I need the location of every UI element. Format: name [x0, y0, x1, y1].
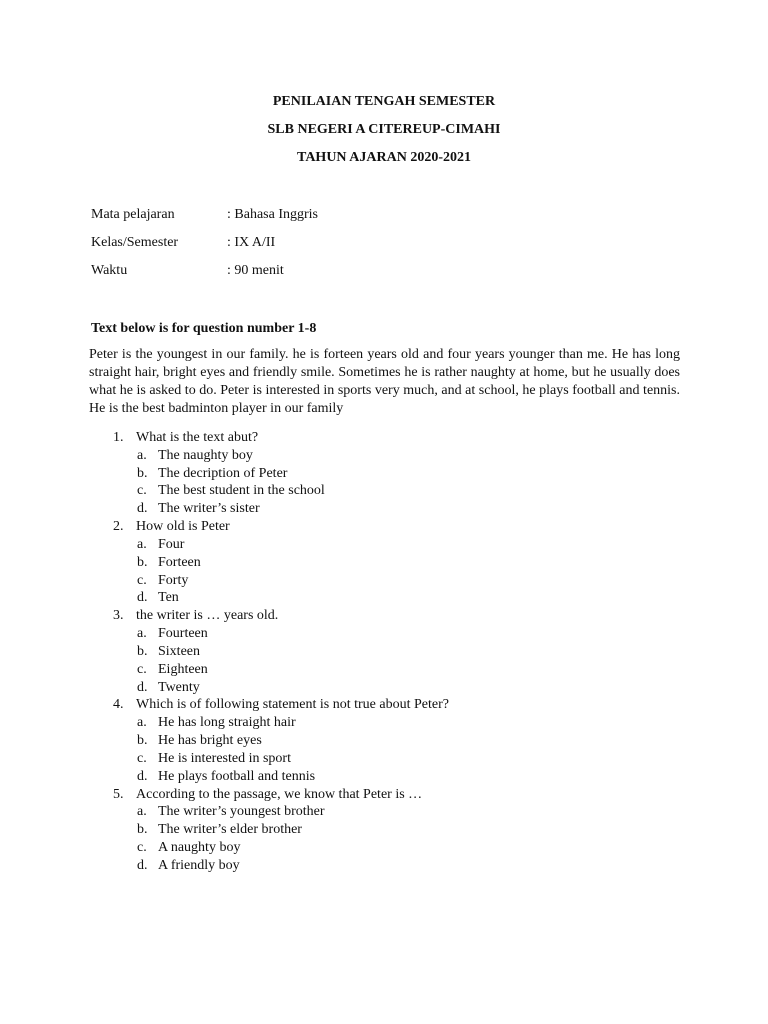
question-list: [0, 429, 768, 875]
option-letter: c.: [137, 483, 147, 499]
meta-value-time: : 90 menit: [227, 263, 284, 278]
option-letter: b.: [137, 554, 148, 570]
answer-option: [0, 447, 768, 465]
meta-label-class: Kelas/Semester: [91, 235, 179, 250]
option-text: The writer’s elder brother: [158, 822, 302, 838]
option-letter: d.: [137, 590, 148, 606]
question-text: What is the text abut?: [136, 430, 259, 445]
answer-option: [0, 482, 768, 500]
option-text: Eighteen: [158, 661, 208, 677]
option-letter: b.: [137, 643, 148, 659]
answer-option: [0, 643, 768, 661]
option-text: The writer’s youngest brother: [158, 804, 325, 820]
option-text: The writer’s sister: [158, 501, 260, 517]
answer-option: [0, 625, 768, 643]
option-letter: c.: [137, 750, 147, 766]
option-text: Four: [158, 536, 185, 552]
answer-option: [0, 714, 768, 732]
question-item: [0, 607, 768, 625]
option-text: Forteen: [158, 554, 201, 570]
option-text: Twenty: [158, 679, 200, 695]
question-number: 3.: [113, 608, 124, 624]
option-text: The best student in the school: [158, 483, 325, 499]
answer-option: [0, 554, 768, 572]
option-letter: a.: [137, 804, 147, 820]
meta-label-subject: Mata pelajaran: [91, 207, 175, 222]
answer-option: [0, 857, 768, 875]
answer-option: [0, 732, 768, 750]
option-text: A naughty boy: [158, 840, 241, 856]
question-text: the writer is … years old.: [136, 608, 279, 624]
option-letter: b.: [137, 465, 148, 481]
option-text: He has long straight hair: [158, 715, 296, 731]
answer-option: [0, 536, 768, 554]
option-letter: a.: [137, 626, 147, 642]
option-text: Forty: [158, 572, 189, 588]
answer-option: [0, 839, 768, 857]
option-text: Fourteen: [158, 626, 208, 642]
answer-option: [0, 500, 768, 518]
option-text: He has bright eyes: [158, 733, 262, 749]
answer-option: [0, 679, 768, 697]
option-letter: c.: [137, 840, 147, 856]
question-item: [0, 518, 768, 536]
answer-option: [0, 572, 768, 590]
question-item: [0, 786, 768, 804]
question-text: Which is of following statement is not true about Peter?: [136, 697, 449, 713]
header-school: SLB NEGERI A CITEREUP-CIMAHI: [267, 122, 501, 137]
option-text: Ten: [158, 590, 179, 606]
section-title: Text below is for question number 1-8: [91, 321, 317, 336]
question-text: According to the passage, we know that Peter is …: [136, 786, 423, 802]
question-item: [0, 429, 768, 447]
meta-value-subject: : Bahasa Inggris: [227, 207, 318, 222]
question-text: How old is Peter: [136, 519, 230, 535]
option-text: He is interested in sport: [158, 750, 291, 766]
question-number: 5.: [113, 786, 124, 802]
answer-option: [0, 768, 768, 786]
option-text: The decription of Peter: [158, 465, 288, 481]
option-text: He plays football and tennis: [158, 768, 316, 784]
question-item: [0, 696, 768, 714]
option-text: The naughty boy: [158, 447, 253, 463]
option-letter: d.: [137, 768, 148, 784]
question-number: 1.: [113, 430, 124, 445]
option-letter: a.: [137, 715, 147, 731]
question-number: 4.: [113, 697, 124, 713]
header-year: TAHUN AJARAN 2020-2021: [297, 150, 471, 165]
answer-option: [0, 821, 768, 839]
option-text: Sixteen: [158, 643, 200, 659]
option-letter: b.: [137, 822, 148, 838]
reading-passage: Peter is the youngest in our family. he is forteen years old and four years younger than me. He has long straight hair, bright eyes and friendly smile. Sometimes he is rather naughty at home, but he usually does what he is asked to do. Peter is interested in sports very much, and at school, he plays football and tennis. He is the best badminton player in our family: [89, 347, 680, 416]
answer-option: [0, 465, 768, 483]
answer-option: [0, 661, 768, 679]
option-letter: a.: [137, 447, 147, 463]
answer-option: [0, 803, 768, 821]
option-letter: c.: [137, 572, 147, 588]
option-letter: d.: [137, 679, 148, 695]
header-title: PENILAIAN TENGAH SEMESTER: [272, 94, 496, 109]
option-text: A friendly boy: [158, 857, 240, 873]
answer-option: [0, 750, 768, 768]
answer-option: [0, 589, 768, 607]
option-letter: b.: [137, 733, 148, 749]
option-letter: a.: [137, 536, 147, 552]
option-letter: c.: [137, 661, 147, 677]
option-letter: d.: [137, 857, 148, 873]
option-letter: d.: [137, 501, 148, 517]
meta-label-time: Waktu: [91, 263, 128, 278]
question-number: 2.: [113, 519, 124, 535]
meta-value-class: : IX A/II: [227, 235, 276, 250]
